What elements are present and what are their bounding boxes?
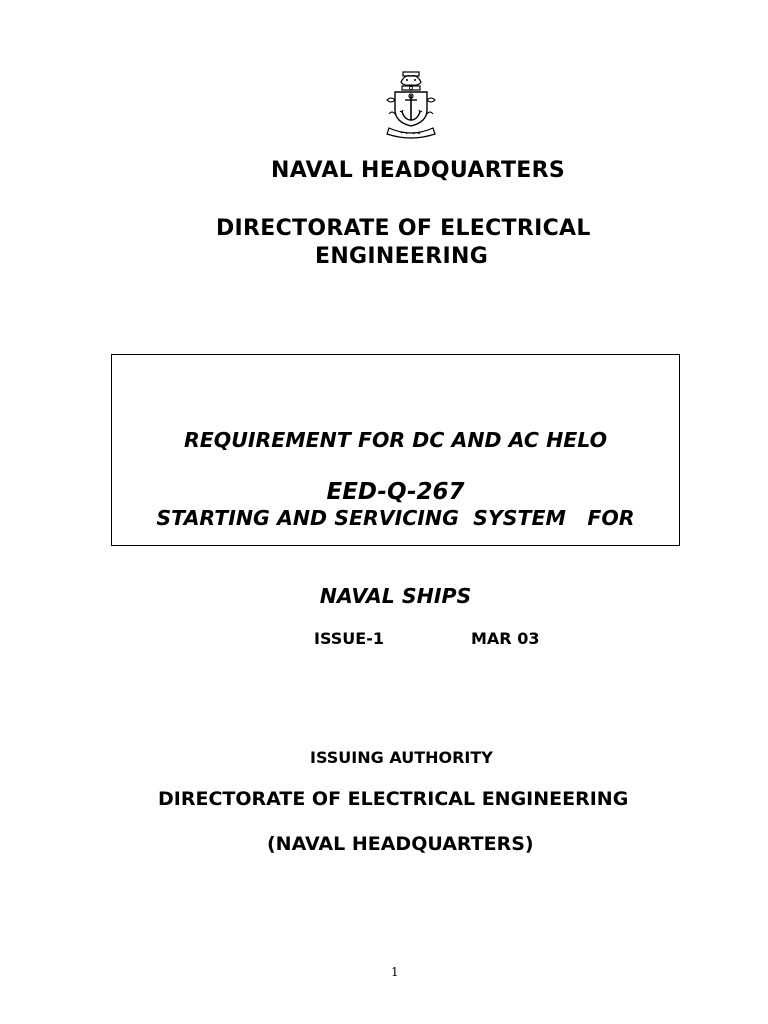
document-code: EED-Q-267 (326, 479, 465, 505)
requirement-title (112, 375, 679, 661)
directorate-heading-line1: DIRECTORATE OF ELECTRICAL (216, 216, 591, 241)
org-heading: NAVAL HEADQUARTERS (271, 158, 565, 183)
issue-date: MAR 03 (471, 629, 540, 648)
page-number: 1 (391, 965, 399, 979)
naval-emblem-icon (383, 70, 439, 140)
issuing-authority-name: DIRECTORATE OF ELECTRICAL ENGINEERING (158, 788, 629, 810)
issuing-authority-heading: ISSUING AUTHORITY (310, 748, 493, 767)
issue-label: ISSUE-1 (314, 629, 384, 648)
issuing-authority-parent: (NAVAL HEADQUARTERS) (267, 833, 534, 855)
requirement-title-line1: REQUIREMENT FOR DC AND AC HELO (183, 428, 608, 452)
requirement-title-line2: STARTING AND SERVICING SYSTEM FOR (156, 506, 635, 530)
requirement-title-line3: NAVAL SHIPS (319, 584, 472, 608)
directorate-heading-line2: ENGINEERING (315, 244, 489, 269)
document-title-box (111, 354, 680, 608)
